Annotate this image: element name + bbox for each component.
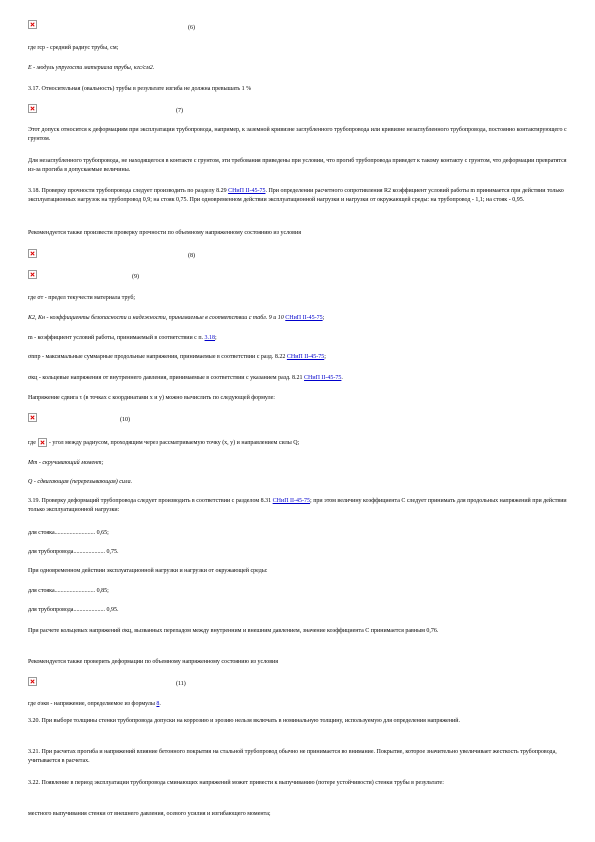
sigma-pr-end: ; xyxy=(324,354,326,360)
phi-text-a: где xyxy=(28,439,36,446)
phi-definition xyxy=(28,438,299,447)
equivalent-stress-definition xyxy=(28,700,161,708)
k2-kn-definition xyxy=(28,314,324,322)
clause-3-19-text-a: 3.19. Проверку деформаций трубопровода следует производить в соответствии с разделом 8.31 xyxy=(28,498,273,504)
clause-3-18 xyxy=(28,187,568,204)
m-end: ; xyxy=(215,335,217,341)
formula-number-11: (11) xyxy=(176,681,186,687)
m-text: m - коэффициент условий работы, принимаемый в соответствии с п. xyxy=(28,335,205,341)
ring-stress-paragraph: При расчете кольцевых напряжений σкц, вызванных перепадом между внутренним и внешним давлением, значение коэффициента C принимается равным 0,76. xyxy=(28,628,439,634)
formula-8-image xyxy=(28,249,37,258)
clause-3-18-text-a: 3.18. Проверку прочности трубопровода следует производить по разделу 8.29 xyxy=(28,188,229,194)
phi-text-b: - угол между радиусом, проходящим через рассматриваемую точку (x, y) и направлением силы Q; xyxy=(48,439,300,446)
formula-8-link[interactable]: 8 xyxy=(156,701,160,707)
clause-3-21: 3.21. При расчетах прогиба и напряжений влияние бетонного покрытия на стальной трубопровод обычно не принимается во внимание. Покрытие, которое значительно увеличивает жесткость трубопровода, учитывается в расчетах. xyxy=(28,749,557,764)
snip-link[interactable]: СНиП II-45-75 xyxy=(286,354,325,360)
pipeline-coefficient-1: для трубопровода..................... 0,75. xyxy=(28,549,119,555)
clause-3-18-link[interactable]: 3.18 xyxy=(204,335,216,341)
formula-number-9: (9) xyxy=(132,274,139,280)
snip-link[interactable]: СНиП II-45-75 xyxy=(272,498,311,504)
formula-10-image xyxy=(28,413,37,422)
riser-coefficient-1: для стояка........................... 0,65; xyxy=(28,530,109,536)
shear-force-definition: Q - сдвигающая (перерезывающая) сила. xyxy=(28,479,133,485)
m-definition xyxy=(28,334,217,342)
formula-number-8: (8) xyxy=(188,253,195,259)
sigma-kc-end: . xyxy=(341,375,343,381)
rcp-definition: где rср - средний радиус трубы, см; xyxy=(28,45,119,51)
shear-formula-intro: Напряжение сдвига τ (в точках с координатами x и y) можно вычислить по следующей формуле: xyxy=(28,395,275,401)
sigma-pr-definition xyxy=(28,353,326,361)
yield-definition: где σт - предел текучести материала труб; xyxy=(28,295,136,301)
sigma-pr-text: σnпр - максимальные суммарные продольные напряжения, принимаемые в соответствии с разд. 8.22 xyxy=(28,354,287,360)
formula-7-image xyxy=(28,104,37,113)
modulus-definition: E - модуль упругости материала трубы, кгс/см2. xyxy=(28,65,155,71)
snip-link[interactable]: СНиП II-45-75 xyxy=(228,188,266,194)
formula-number-7: (7) xyxy=(176,108,183,114)
k2-kn-end: ; xyxy=(322,315,325,321)
k2-kn-text: K2, Kн - коэффициенты безопасности и надежности, принимаемые в соответствии с табл. 9 и 10 xyxy=(28,315,286,321)
torque-definition: Mт - скручивающий момент; xyxy=(28,460,104,466)
clause-3-17: 3.17. Относительная (овальность) трубы в результате изгиба не должна превышать 1 % xyxy=(28,86,252,92)
formula-9-image xyxy=(28,270,37,279)
pipeline-coefficient-2: для трубопровода..................... 0,95. xyxy=(28,607,119,613)
riser-coefficient-2: для стояка........................... 0,85; xyxy=(28,588,109,594)
nonburied-paragraph: Для незаглубленного трубопровода, не находящегося в контакте с грунтом, эти требования приведены при условии, что прогиб трубопровода приведет к такому контакту с грунтом, что деформации превратятся из-за прогиба в допускаемые величины. xyxy=(28,158,567,173)
local-buckling-item: местного выпучивания стенки от внешнего давления, осевого усилия и изгибающего момента; xyxy=(28,811,271,817)
clause-3-22: 3.22. Появление в период эксплуатации трубопровода сминающих напряжений может привести к выпучиванию (потере устойчивости) стенки трубы в результате: xyxy=(28,780,444,786)
recommend-deformation: Рекомендуется также проверить деформации по объемному напряженному состоянию из условия xyxy=(28,659,279,665)
clause-3-19-text-b: ; при этом величину коэффициента C следует принимать для продольных напряжений при действии только эксплуатационной нагрузки: xyxy=(28,498,567,513)
formula-number-6: (6) xyxy=(188,25,195,31)
equivalent-stress-text: где σэкв - напряжение, определяемое из формулы xyxy=(28,701,157,707)
clause-3-18-text-b: . При определении расчетного сопротивления R2 коэффициент условий работы m принимается при действии только эксплуатационных нагрузок на трубопровод 0,9; на стояк 0,75. При одновременном действии эксплуатационной нагрузки и нагрузки от окружающей среды: на трубопровод - 1,1; на стояк - 0,95. xyxy=(28,188,564,203)
recommend-strength: Рекомендуется также произвести проверку прочности по объемному напряженному состоянию из условия xyxy=(28,230,301,236)
phi-symbol-image xyxy=(38,438,47,447)
snip-link[interactable]: СНиП II-45-75 xyxy=(304,375,342,381)
snip-link[interactable]: СНиП II-45-75 xyxy=(285,315,323,321)
equivalent-stress-end: . xyxy=(159,701,161,707)
sigma-kc-definition xyxy=(28,374,343,382)
sigma-kc-text: σкц - кольцевые напряжения от внутреннего давления, принимаемые в соответствии с указанием разд. 8.21 xyxy=(28,375,305,381)
allowance-paragraph: Этот допуск относится к деформациям при эксплуатации трубопровода, например, к заземной кривизне заглубленного трубопровода или кривизне незаглубленного трубопровода, постоянно контактирующего с грунтом. xyxy=(28,127,567,142)
formula-6-image xyxy=(28,20,37,29)
formula-number-10: (10) xyxy=(120,417,130,423)
clause-3-19 xyxy=(28,497,568,514)
combined-load-intro: При одновременном действии эксплуатационной нагрузки и нагрузки от окружающей среды: xyxy=(28,568,268,574)
formula-11-image xyxy=(28,677,37,686)
clause-3-20: 3.20. При выборе толщины стенки трубопровода допуски на коррозию и эрозию нельзя включать в номинальную толщину, используемую для определения напряжений. xyxy=(28,718,460,724)
